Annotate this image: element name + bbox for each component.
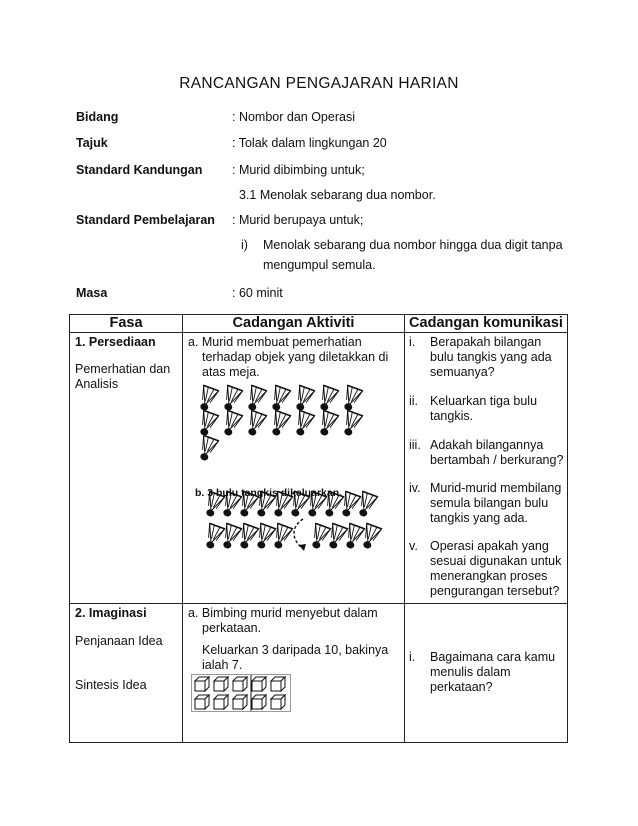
- row2-kom-l1: Bagaimana cara kamu: [430, 650, 556, 664]
- row2-act-a2: perkataan.: [202, 621, 262, 635]
- row1-act-a2: terhadap objek yang diletakkan di: [202, 350, 389, 364]
- sp-item-num: i): [241, 238, 248, 252]
- row1-act-a1: a. Murid membuat pemerhatian: [188, 335, 362, 349]
- table-row: [70, 604, 568, 743]
- sp-item-line1: Menolak sebarang dua nombor hingga dua digit tanpa: [263, 238, 563, 252]
- table-header-row: [70, 315, 568, 333]
- row2-act-a3: Keluarkan 3 daripada 10, bakinya: [202, 643, 389, 657]
- row1-fasa-cell: [70, 333, 182, 603]
- row2-act-a1: a. Bimbing murid menyebut dalam: [188, 606, 378, 620]
- kom-i-l2: bulu tangkis yang ada: [430, 350, 552, 364]
- table-row: [70, 333, 568, 604]
- tajuk-label: Tajuk: [76, 136, 108, 150]
- kom-v-l1: Operasi apakah yang: [430, 539, 549, 553]
- kom-iv-l1: Murid-murid membilang: [430, 481, 562, 495]
- shuttlecock-group-b: [202, 491, 382, 551]
- kom-iii-l2: bertambah / berkurang?: [430, 453, 564, 467]
- row1-fasa-sub2: Analisis: [75, 377, 119, 391]
- row2-fasa-sub2: Sintesis Idea: [75, 678, 147, 692]
- sk-label: Standard Kandungan: [76, 163, 203, 177]
- header-fasa: Fasa: [70, 315, 183, 333]
- kom-iv-num: iv.: [409, 481, 421, 495]
- kom-ii-l2: tangkis.: [430, 409, 474, 423]
- row2-kom-l3: perkataan?: [430, 680, 493, 694]
- kom-iii-num: iii.: [409, 438, 421, 452]
- row1-activity-cell: [183, 333, 404, 603]
- masa-label: Masa: [76, 286, 108, 300]
- header-cadangan-komunikasi: Cadangan komunikasi: [405, 315, 568, 333]
- row2-kom-l2: menulis dalam: [430, 665, 511, 679]
- sp-label: Standard Pembelajaran: [76, 213, 215, 227]
- kom-iii-l1: Adakah bilangannya: [430, 438, 544, 452]
- kom-ii-num: ii.: [409, 394, 419, 408]
- header-cadangan-aktiviti: Cadangan Aktiviti: [183, 315, 405, 333]
- kom-v-l2: sesuai digunakan untuk: [430, 554, 562, 568]
- sp-value: : Murid berupaya untuk;: [232, 213, 364, 227]
- kom-iv-l2: semula bilangan bulu: [430, 496, 549, 510]
- shuttlecock-group-a: [196, 385, 363, 463]
- kom-iv-l3: tangkis yang ada.: [430, 511, 528, 525]
- row1-act-a3: atas meja.: [202, 365, 260, 379]
- lesson-table: [69, 314, 568, 743]
- sp-item-line2: mengumpul semula.: [263, 258, 376, 272]
- sk-value: : Murid dibimbing untuk;: [232, 163, 365, 177]
- kom-v-l3: menerangkan proses: [430, 569, 548, 583]
- row2-fasa-sub1: Penjanaan Idea: [75, 634, 163, 648]
- cubes-illustration: [191, 674, 291, 712]
- tajuk-value: : Tolak dalam lingkungan 20: [232, 136, 387, 150]
- row2-komunikasi-cell: [405, 604, 567, 742]
- kom-i-l3: semuanya?: [430, 365, 495, 379]
- bidang-label: Bidang: [76, 110, 119, 124]
- dashed-arrow-icon: [294, 519, 303, 549]
- kom-i-num: i.: [409, 335, 416, 349]
- row1-fasa-sub1: Pemerhatian dan: [75, 362, 171, 376]
- page-title: RANCANGAN PENGAJARAN HARIAN: [179, 75, 459, 92]
- row2-kom-num: i.: [409, 650, 416, 664]
- row2-act-a4: ialah 7.: [202, 658, 243, 672]
- row1-act-b: b. 3 bulu tangkis dikeluarkan.: [195, 487, 343, 499]
- kom-ii-l1: Keluarkan tiga bulu: [430, 394, 538, 408]
- row2-fasa-title: 2. Imaginasi: [75, 606, 147, 620]
- row2-fasa-cell: [70, 604, 182, 742]
- row1-komunikasi-cell: [405, 333, 567, 603]
- row2-activity-cell: [183, 604, 404, 742]
- kom-i-l1: Berapakah bilangan: [430, 335, 542, 349]
- masa-value: : 60 minit: [232, 286, 283, 300]
- kom-v-l4: pengurangan tersebut?: [430, 584, 560, 598]
- row1-fasa-title: 1. Persediaan: [75, 335, 156, 349]
- kom-v-num: v.: [409, 539, 418, 553]
- sk-item: 3.1 Menolak sebarang dua nombor.: [239, 188, 436, 202]
- bidang-value: : Nombor dan Operasi: [232, 110, 355, 124]
